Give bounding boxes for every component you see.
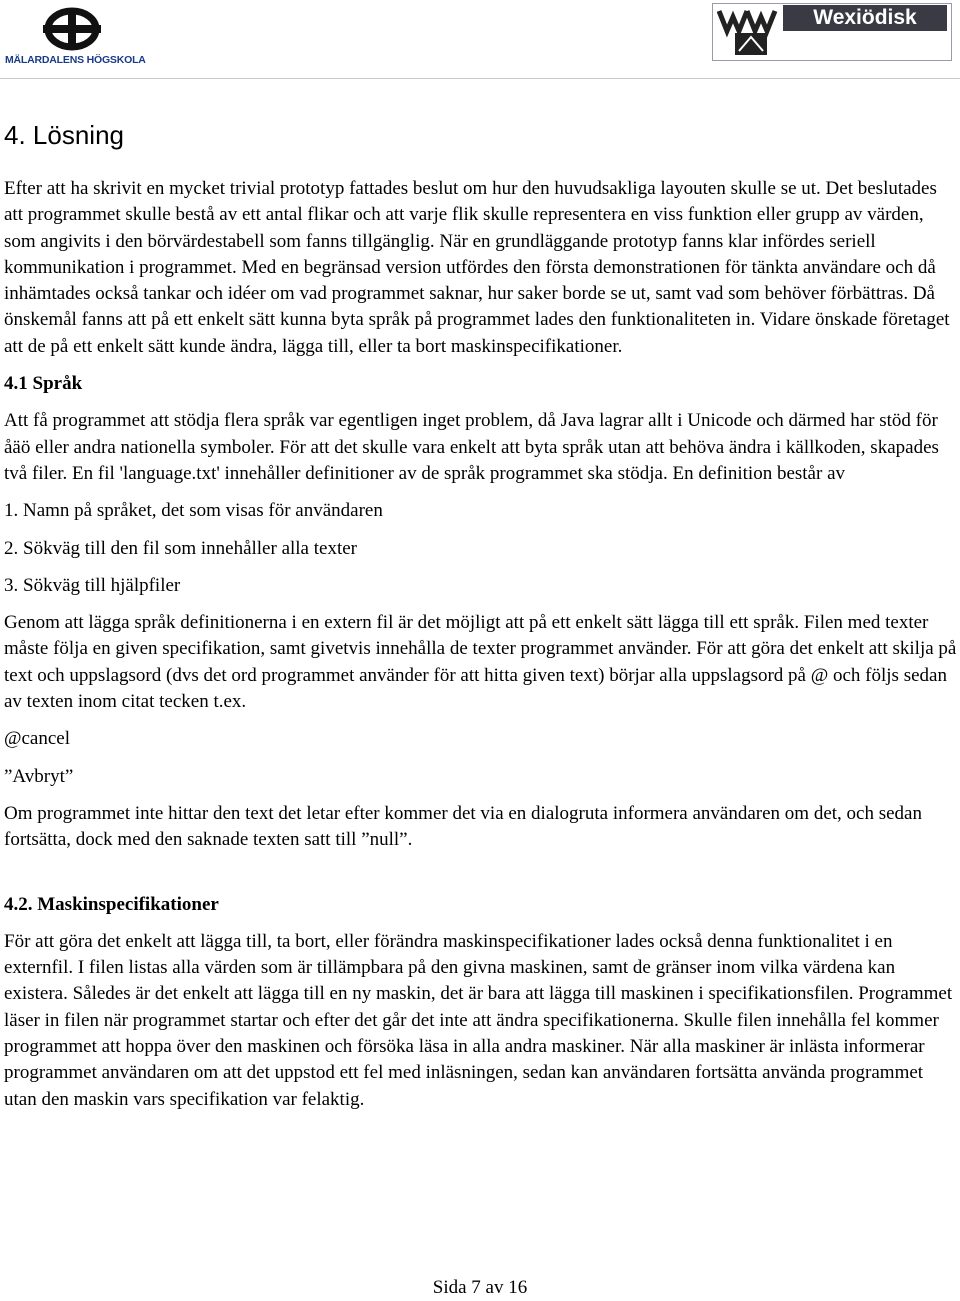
logo-brand-name: Wexiödisk: [783, 5, 947, 31]
list-item: 1. Namn på språket, det som visas för användaren: [4, 500, 383, 522]
logo-wordmark: MÄLARDALENS HÖGSKOLA: [5, 54, 146, 66]
list-item: 3. Sökväg till hjälpfiler: [4, 574, 181, 596]
page-number: Sida 7 av 16: [432, 1277, 528, 1298]
wexiodisk-logo: [712, 3, 952, 61]
wexiodisk-mark-icon: [717, 7, 783, 57]
example-value: ”Avbryt”: [4, 765, 74, 787]
subsection-heading-maskinspecifikationer: 4.2. Maskinspecifikationer: [4, 893, 219, 915]
document-body: [4, 176, 958, 1113]
section-title: 4. Lösning: [4, 120, 124, 150]
sprak-paragraph-1: Att få programmet att stödja flera språk var egentligen inget problem, då Java lagrar allt i Unicode och därmed har stöd för åäö eller andra nationella symboler. För att det skulle vara enkelt att byta språk utan att behöva ändra i källkoden, skapades två filer. En fil 'language.txt' innehåller definitioner av de språk programmet ska stödja. En definition består av: [4, 410, 939, 484]
header-divider: [0, 78, 960, 79]
sprak-paragraph-3: Om programmet inte hittar den text det letar efter kommer det via en dialogruta informera användaren om det, och sedan fortsätta, dock med den saknade texten satt till ”null”.: [4, 802, 922, 851]
intro-paragraph: Efter att ha skrivit en mycket trivial prototyp fattades beslut om hur den huvudsakliga layouten skulle se ut. Det beslutades att programmet skulle bestå av ett antal flikar och att varje flik skulle representera en viss funktion eller grupp av värden, som angivits i den börvärdestabell som fanns tillgänglig. När en grundläggande prototyp fanns klar infördes seriell kommunikation i programmet. Med en begränsad version utfördes den första demonstrationen för tänkta användare och då inhämtades också tankar och idéer om vad programmet saknar, hur saker borde se ut, samt vad som behöver förbättras. Då önskemål fanns att på ett enkelt sätt kunna byta språk på programmet lades den funktionaliteten in. Vidare önskade företaget att de på ett enkelt sätt kunde ändra, lägga till, eller ta bort maskinspecifikationer.: [4, 178, 950, 357]
page-header: [0, 0, 960, 80]
sprak-paragraph-2: Genom att lägga språk definitionerna i en extern fil är det möjligt att på ett enkelt sätt lägga till ett språk. Filen med texter måste följa en given specifikation, samt givetvis innehålla de texter programmet använder. För att göra det enkelt att skilja på text och uppslagsord (dvs det ord programmet använder för att hitta given text) börjar alla uppslagsord på @ och följs sedan av texten inom citat tecken t.ex.: [4, 612, 957, 713]
list-item: 2. Sökväg till den fil som innehåller alla texter: [4, 537, 357, 559]
university-emblem-icon: [41, 7, 103, 51]
example-key: @cancel: [4, 728, 71, 750]
subsection-heading-sprak: 4.1 Språk: [4, 373, 83, 395]
malardalens-hogskola-logo: [5, 7, 146, 67]
maskin-paragraph: För att göra det enkelt att lägga till, ta bort, eller förändra maskinspecifikationer lades också denna funktionalitet i en externfil. I filen listas alla värden som är tillämpbara på den givna maskinen, samt de gränser inom vilka värdena kan existera. Således är det enkelt att lägga till en ny maskin, det är bara att lägga till maskinen i specifikationsfilen. Programmet läser in filen när programmet startar och efter det går det inte att ändra specifikationerna. Skulle filen innehålla fel kommer programmet att hoppa över den maskinen och försöka läsa in alla andra maskiner. När alla maskiner är inlästa informerar programmet användaren om att det uppstod ett fel med inläsningen, sedan kan användaren fortsätta använda programmet utan den maskin vars specifikation var felaktig.: [4, 930, 953, 1110]
